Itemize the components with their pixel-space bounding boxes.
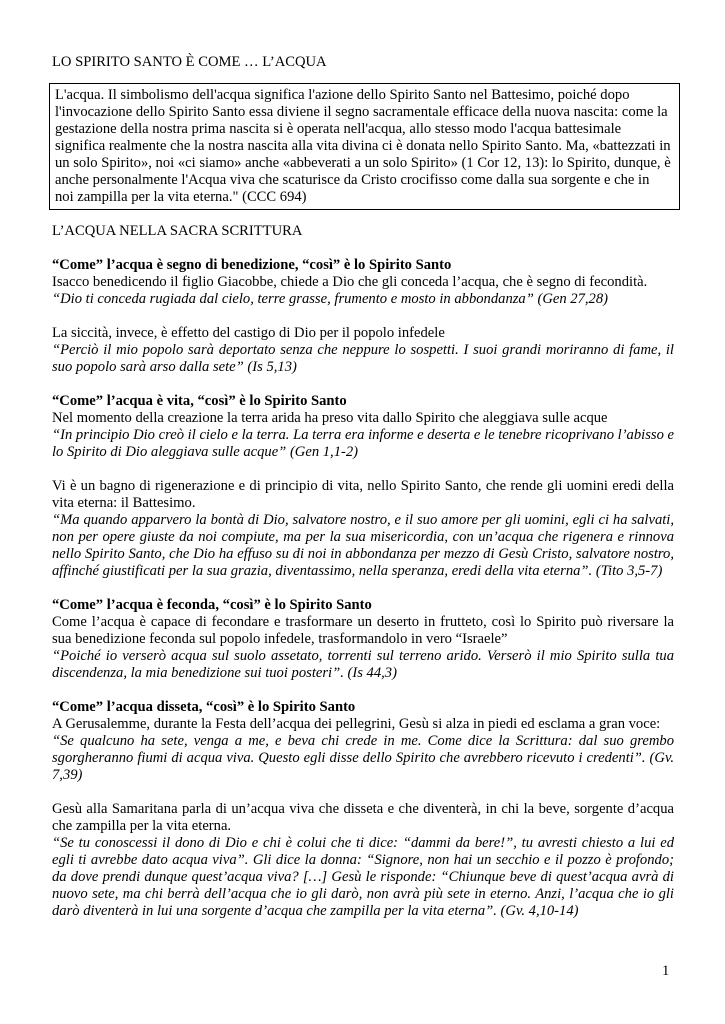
catechism-quote-box: L'acqua. Il simbolismo dell'acqua significa l'azione dello Spirito Santo nel Battesimo, poiché dopo l'invocazione dello Spirito Santo essa diviene il segno sacramentale efficace della nuova nascita: come la gestazione della nostra prima nascita si è operata nell'acqua, allo stesso modo l'acqua battesimale significa realmente che la nostra nascita alla vita divina ci è donata nello Spirito Santo. Ma, «battezzati in un solo Spirito», noi «ci siamo» anche «abbeverati a un solo Spirito» (1 Cor 12, 13): lo Spirito, dunque, è anche personalmente l'Acqua viva che scaturisce da Cristo crocifisso come dalla sua sorgente e che in noi zampilla per la vita eterna." (CCC 694): [49, 83, 680, 210]
scripture-quote: “Se qualcuno ha sete, venga a me, e beva chi crede in me. Come dice la Scrittura: dal suo grembo sgorgheranno fiumi di acqua viva. Questo egli disse dello Spirito che avrebbero ricevuto i credenti”. (Gv. 7,39): [52, 733, 674, 783]
block-heading: “Come” l’acqua è segno di benedizione, “così” è lo Spirito Santo: [52, 257, 452, 273]
block-heading: “Come” l’acqua disseta, “così” è lo Spirito Santo: [52, 699, 356, 715]
scripture-quote: “Poiché io verserò acqua sul suolo assetato, torrenti sul terreno arido. Verserò il mio Spirito sulla tua discendenza, la mia benedizione sui tuoi posteri”. (Is 44,3): [52, 648, 674, 681]
block-text: Come l’acqua è capace di fecondare e trasformare un deserto in frutteto, così lo Spirito può riversare la sua benedizione feconda sul popolo infedele, trasformandolo in vero “Israele”: [52, 614, 674, 647]
scripture-quote: “Ma quando apparvero la bontà di Dio, salvatore nostro, e il suo amore per gli uomini, egli ci ha salvati, non per opere giuste da noi compiute, ma per la sua misericordia, con un’acqua che rigenera e rinnova nello Spirito Santo, che Dio ha effuso su di noi in abbondanza per mezzo di Gesù Cristo, salvatore nostro, affinché giustificati per la sua grazia, diventassimo, nella speranza, eredi della vita eterna”. (Tito 3,5-7): [52, 512, 674, 579]
paragraph-block: [52, 325, 674, 376]
paragraph-block: [52, 478, 674, 580]
block-heading: “Come” l’acqua è vita, “così” è lo Spirito Santo: [52, 393, 347, 409]
block-text: A Gerusalemme, durante la Festa dell’acqua dei pellegrini, Gesù si alza in piedi ed esclama a gran voce:: [52, 716, 661, 732]
block-text: La siccità, invece, è effetto del castigo di Dio per il popolo infedele: [52, 325, 445, 341]
scripture-quote: “Dio ti conceda rugiada dal cielo, terre grasse, frumento e mosto in abbondanza” (Gen 27,28): [52, 291, 609, 307]
section-title: L’ACQUA NELLA SACRA SCRITTURA: [52, 223, 303, 239]
scripture-quote: “In principio Dio creò il cielo e la terra. La terra era informe e deserta e le tenebre ricoprivano l’abisso e lo Spirito di Dio aleggiava sulle acque” (Gen 1,1-2): [52, 427, 674, 460]
paragraph-block: [52, 597, 674, 682]
block-heading: “Come” l’acqua è feconda, “così” è lo Spirito Santo: [52, 597, 372, 613]
page-content: [52, 54, 674, 937]
paragraph-block: [52, 393, 674, 461]
block-text: Gesù alla Samaritana parla di un’acqua viva che disseta e che diventerà, in chi la beve, sorgente d’acqua che zampilla per la vita eterna.: [52, 801, 674, 834]
block-text: Nel momento della creazione la terra arida ha preso vita dallo Spirito che aleggiava sulle acque: [52, 410, 608, 426]
block-text: Vi è un bagno di rigenerazione e di principio di vita, nello Spirito Santo, che rende gli uomini eredi della vita eterna: il Battesimo.: [52, 478, 674, 511]
page-number: 1: [662, 963, 670, 979]
block-text: Isacco benedicendo il figlio Giacobbe, chiede a Dio che gli conceda l’acqua, che è segno di fecondità.: [52, 274, 648, 290]
paragraph-block: [52, 699, 674, 784]
scripture-quote: “Se tu conoscessi il dono di Dio e chi è colui che ti dice: “dammi da bere!”, tu avresti chiesto a lui ed egli ti avrebbe dato acqua viva”. Gli dice la donna: “Signore, non hai un secchio e il pozzo è profondo; da dove prendi dunque quest’acqua viva? […] Gesù le risponde: “Chiunque beve di quest’acqua avrà di nuovo sete, ma chi berrà dell’acqua che io gli darò, non avrà più sete in eterno. Anzi, l’acqua che io gli darò diventerà in lui una sorgente d’acqua che zampilla per la vita eterna”. (Gv. 4,10-14): [52, 835, 674, 919]
document-title: LO SPIRITO SANTO È COME … L’ACQUA: [52, 54, 327, 70]
paragraph-block: [52, 801, 674, 920]
scripture-quote: “Perciò il mio popolo sarà deportato senza che neppure lo sospetti. I suoi grandi moriranno di fame, il suo popolo sarà arso dalla sete” (Is 5,13): [52, 342, 674, 375]
paragraph-block: [52, 257, 674, 308]
